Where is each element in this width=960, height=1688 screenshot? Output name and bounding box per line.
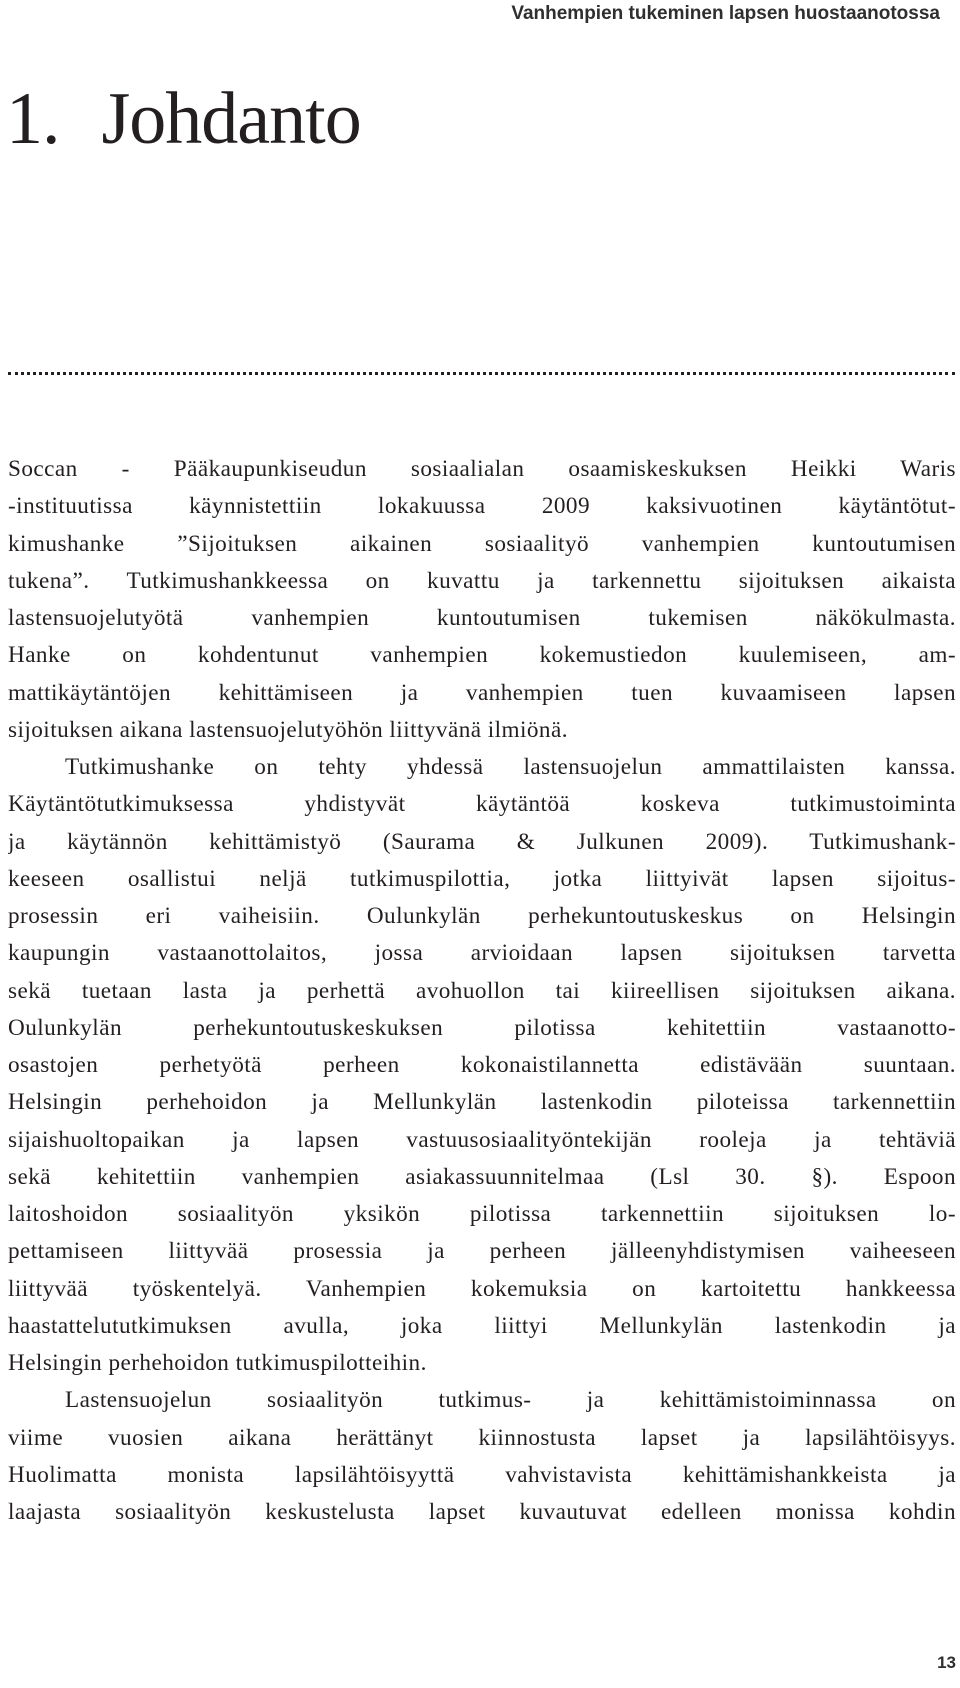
body-line: kimushanke ”Sijoituksen aikainen sosiaalityö vanhempien kuntoutumisen <box>8 530 956 557</box>
page-number: 13 <box>937 1653 956 1672</box>
body-line: Helsingin perhehoidon tutkimuspilotteihin. <box>8 1350 427 1376</box>
body-text <box>8 451 956 1531</box>
body-line: lastensuojelutyötä vanhempien kuntoutumisen tukemisen näkökulmasta. <box>8 605 956 631</box>
body-line: laitoshoidon sosiaalityön yksikön pilotissa tarkennettiin sijoituksen lo- <box>8 1201 956 1227</box>
body-line: Huolimatta monista lapsilähtöisyyttä vahvistavista kehittämishankkeista ja <box>8 1461 956 1488</box>
chapter-number: 1. <box>6 78 60 160</box>
body-line: kaupungin vastaanottolaitos, jossa arvioidaan lapsen sijoituksen tarvetta <box>8 940 956 967</box>
body-line: keeseen osallistui neljä tutkimuspilottia, jotka liittyivät lapsen sijoitus- <box>8 865 956 892</box>
body-line: Hanke on kohdentunut vanhempien kokemustiedon kuulemiseen, am- <box>8 642 956 669</box>
body-line: Helsingin perhehoidon ja Mellunkylän lastenkodin piloteissa tarkennettiin <box>8 1089 956 1116</box>
body-line: sijoituksen aikana lastensuojelutyöhön liittyvänä ilmiönä. <box>8 716 568 743</box>
body-line: liittyvää työskentelyä. Vanhempien kokemuksia on kartoitettu hankkeessa <box>8 1275 956 1302</box>
body-line: sekä kehitettiin vanhempien asiakassuunnitelmaa (Lsl 30. §). Espoon <box>8 1163 956 1190</box>
body-line: haastattelututkimuksen avulla, joka liittyi Mellunkylän lastenkodin ja <box>8 1312 956 1339</box>
body-line: laajasta sosiaalityön keskustelusta lapset kuvautuvat edelleen monissa kohdin <box>8 1499 956 1525</box>
body-line: mattikäytäntöjen kehittämiseen ja vanhempien tuen kuvaamiseen lapsen <box>8 679 956 706</box>
body-line: Tutkimushanke on tehty yhdessä lastensuojelun ammattilaisten kanssa. <box>65 754 956 780</box>
body-line: prosessin eri vaiheisiin. Oulunkylän perhekuntoutuskeskus on Helsingin <box>8 903 956 929</box>
body-line: Lastensuojelun sosiaalityön tutkimus- ja kehittämistoiminnassa on <box>65 1387 956 1414</box>
body-line: -instituutissa käynnistettiin lokakuussa 2009 kaksivuotinen käytäntötut- <box>8 493 956 520</box>
running-header: Vanhempien tukeminen lapsen huostaanotossa <box>511 3 940 24</box>
body-line: Soccan - Pääkaupunkiseudun sosiaalialan osaamiskeskuksen Heikki Waris <box>8 456 956 482</box>
body-line: sijaishuoltopaikan ja lapsen vastuusosiaalityöntekijän rooleja ja tehtäviä <box>8 1126 956 1153</box>
chapter-title <box>6 78 361 160</box>
body-line: tukena”. Tutkimushankkeessa on kuvattu ja tarkennettu sijoituksen aikaista <box>8 567 956 594</box>
body-line: Oulunkylän perhekuntoutuskeskuksen pilotissa kehitettiin vastaanotto- <box>8 1014 956 1041</box>
dotted-divider <box>8 372 955 375</box>
chapter-title-text: Johdanto <box>101 78 361 160</box>
body-line: pettamiseen liittyvää prosessia ja perheen jälleenyhdistymisen vaiheeseen <box>8 1238 956 1265</box>
body-line: sekä tuetaan lasta ja perhettä avohuollon tai kiireellisen sijoituksen aikana. <box>8 977 956 1004</box>
body-line: viime vuosien aikana herättänyt kiinnostusta lapset ja lapsilähtöisyys. <box>8 1424 956 1451</box>
body-line: osastojen perhetyötä perheen kokonaistilannetta edistävään suuntaan. <box>8 1052 956 1078</box>
body-line: Käytäntötutkimuksessa yhdistyvät käytäntöä koskeva tutkimustoiminta <box>8 791 956 818</box>
body-line: ja käytännön kehittämistyö (Saurama & Julkunen 2009). Tutkimushank- <box>8 828 956 855</box>
